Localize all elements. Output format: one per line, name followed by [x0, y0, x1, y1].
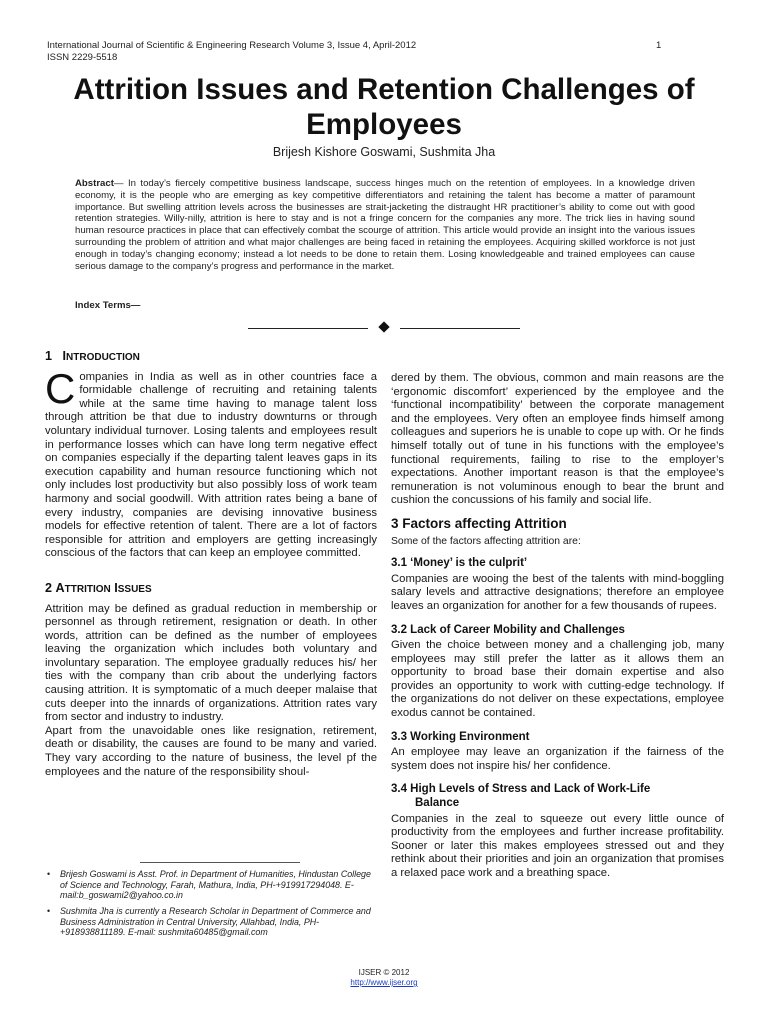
separator-line-right — [400, 328, 520, 329]
factors-intro: Some of the factors affecting attrition are: — [391, 535, 581, 547]
footnote-rule — [140, 862, 300, 863]
factors-heading: 3 Factors affecting Attrition — [391, 515, 567, 531]
abstract — [75, 178, 695, 272]
footnote-1: • Brijesh Goswami is Asst. Prof. in Department of Humanities, Hindustan College of Science and Technology, Farah, Mathura, India, PH-+919917294048. E-mail:b_goswami2@yahoo.co.in — [47, 869, 371, 901]
journal-header: International Journal of Scientific & Engineering Research Volume 3, Issue 4, April-2012 — [47, 40, 417, 51]
left-column — [45, 350, 377, 779]
subsection-3-1-text: Companies are wooing the best of the talents with mind-boggling salary levels and attractive designations; therefore an employee leaves an organization for another for a few thousands of rupees. — [391, 572, 724, 612]
subsection-3-3-heading: 3.3 Working Environment — [391, 730, 530, 743]
issn-line: ISSN 2229-5518 — [47, 52, 118, 63]
separator-line-left — [248, 328, 368, 329]
continued-paragraph: dered by them. The obvious, common and main reasons are the ‘ergonomic discomfort’ experienced by the employee and the ‘functional incompatibility’ between the corporate management and the employees. Very often an employee finds himself among colleagues and superiors he is unable to cope up with. Or he finds himself totally out of tune in his functions with the employee’s functional requirements, failing to rise to the employer’s expectations. Another important reason is that the employee’s remuneration is not voluminous enough to bear the brunt and cushion the concussions of his family and social life. — [391, 372, 724, 507]
attrition-paragraph-1: Attrition may be defined as gradual reduction in membership or personnel as through retirement, resignation or death. In other words, attrition can be defined as the number of employees leaving the organization which includes both voluntary and involuntary separation. The employee gradually reduces his/ her ties with the company than crib about the underlying factors causing attrition. It is symptomatic of a much deeper malaise that cuts deeper into the innards of organizations. Attrition rates vary from sector and industry to industry. — [45, 602, 377, 724]
intro-heading: 1 INTRODUCTION — [45, 349, 140, 363]
paper-title: Attrition Issues and Retention Challenges of Employees — [73, 73, 695, 141]
intro-paragraph: Companies in India as well as in other countries face a formidable challenge of recruiting and retaining talents while at the same time having to manage talent loss through attrition be that due to industry downturns or through voluntary individual turnover. Losing talents and employees result in performance losses which can have long term negative effect on companies especially if the departing talent leaves gaps in its execution capability and human resource functioning which not only includes lost productivity but also possibly loss of work team harmony and social goodwill. With attrition rates being a bane of every industry, companies are devising innovative business models for effective retention of talent. There are a lot of factors responsible for attrition and employers are getting increasingly conscious of the factors that can keep an employee committed. — [45, 364, 377, 560]
paper-authors: Brijesh Kishore Goswami, Sushmita Jha — [272, 145, 496, 159]
footer-url — [0, 978, 768, 987]
attrition-heading: 2 ATTRITION ISSUES — [45, 580, 152, 595]
subsection-3-2-heading: 3.2 Lack of Career Mobility and Challenges — [391, 623, 625, 636]
diamond-icon — [378, 321, 389, 332]
attrition-paragraph-2: Apart from the unavoidable ones like resignation, retirement, death or disability, the causes are found to be many and varied. They vary according to the nature of business, the level pf the employees and the nature of the responsibility shoul- — [45, 724, 377, 778]
drop-cap: C — [45, 364, 76, 412]
section-separator — [0, 322, 768, 336]
footer-link[interactable]: http://www.ijser.org — [350, 978, 418, 987]
right-column — [391, 372, 724, 881]
subsection-3-4-text: Companies in the zeal to squeeze out every little ounce of productivity from the employees and further increase profitability. Sooner or later this makes employees stressed out and they rethink about their priorities and join an organization that promises a relaxed pace work and a breathing space. — [391, 812, 724, 879]
subsection-3-1-heading: 3.1 ‘Money’ is the culprit’ — [391, 557, 528, 570]
subsection-3-2-text: Given the choice between money and a challenging job, many employees may still prefer the latter as it allows them an opportunity to broad base their domain expertise and also provides an opportunity to work with cutting-edge technology. If the organizations do not deliver on these expectations, employee exodus cannot be contained. — [391, 639, 724, 720]
subsection-3-3-text: An employee may leave an organization if the fairness of the system does not inspire his/ her confidence. — [391, 746, 724, 772]
footnote-2: • Sushmita Jha is currently a Research Scholar in Department of Commerce and Business Administration in Central University, Allahbad, India, PH-+918938811189. E-mail: sushmita60485@gmail.com — [47, 906, 371, 938]
abstract-text: — In today’s fiercely competitive business landscape, success hinges much on the retention of employees. In a knowledge driven economy, it is the people who are emerging as key competitive differentiators and retaining the talent has become a matter of paramount importance. But swelling attrition levels across the businesses are strait-jacketing the distraught HR practitioner’s ability to come out with good retention strategies. Willy-nilly, attrition is here to stay and is not a fringe concern for the companies any more. The trick lies in having sound human resource practices in place that can effectively combat the scourge of attrition. This article would provide an insight into the various issues surrounding the problem of attrition and what major challenges are being faced in retaining the employees. Acquiring skilled workforce is not just enough in today’s changing economy; instead a lot needs to be done to retain them. Losing knowledgeable and trained employees can cause serious damage to the company’s progress and performance in the market. — [75, 178, 695, 272]
footer-copyright: IJSER © 2012 — [358, 968, 410, 977]
subsection-3-4-heading: 3.4 High Levels of Stress and Lack of Work-Life Balance — [391, 783, 651, 810]
abstract-label: Abstract — [75, 178, 114, 189]
index-terms: Index Terms— — [75, 300, 141, 311]
page-number: 1 — [656, 40, 662, 51]
